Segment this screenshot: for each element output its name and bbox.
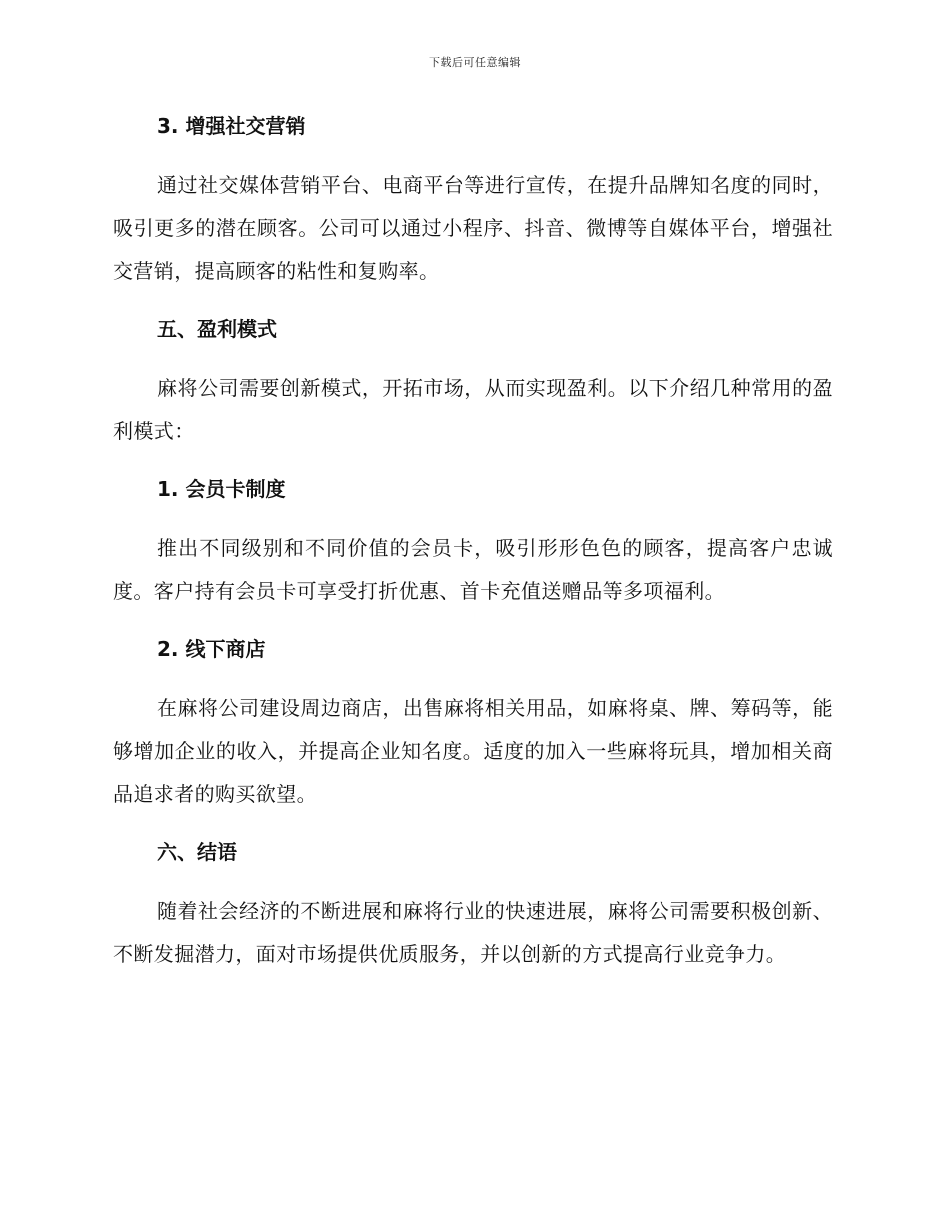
section-paragraph-conclusion: 随着社会经济的不断进展和麻将行业的快速进展，麻将公司需要积极创新、不断发掘潜力，面对市场提供优质服务，并以创新的方式提高行业竞争力。 <box>113 899 833 966</box>
section-paragraph-offline-store: 在麻将公司建设周边商店，出售麻将相关用品，如麻将桌、牌、筹码等，能够增加企业的收入，并提高企业知名度。适度的加入一些麻将玩具，增加相关商品追求者的购买欲望。 <box>113 696 833 806</box>
document-body <box>113 110 833 976</box>
section-heading-membership-card: 1. 会员卡制度 <box>157 477 286 501</box>
section-heading-offline-store: 2. 线下商店 <box>157 637 266 661</box>
section-paragraph-social-marketing: 通过社交媒体营销平台、电商平台等进行宣传，在提升品牌知名度的同时，吸引更多的潜在顾客。公司可以通过小程序、抖音、微博等自媒体平台，增强社交营销，提高顾客的粘性和复购率。 <box>113 173 833 283</box>
section-paragraph-membership-card: 推出不同级别和不同价值的会员卡，吸引形形色色的顾客，提高客户忠诚度。客户持有会员卡可享受打折优惠、首卡充值送赠品等多项福利。 <box>113 536 833 603</box>
section-heading-social-marketing: 3. 增强社交营销 <box>157 114 306 138</box>
section-paragraph-profit-model: 麻将公司需要创新模式，开拓市场，从而实现盈利。以下介绍几种常用的盈利模式： <box>113 376 833 443</box>
page-header: 下载后可任意编辑 <box>429 56 521 69</box>
section-heading-conclusion: 六、结语 <box>157 840 237 864</box>
section-heading-profit-model: 五、盈利模式 <box>157 317 277 341</box>
